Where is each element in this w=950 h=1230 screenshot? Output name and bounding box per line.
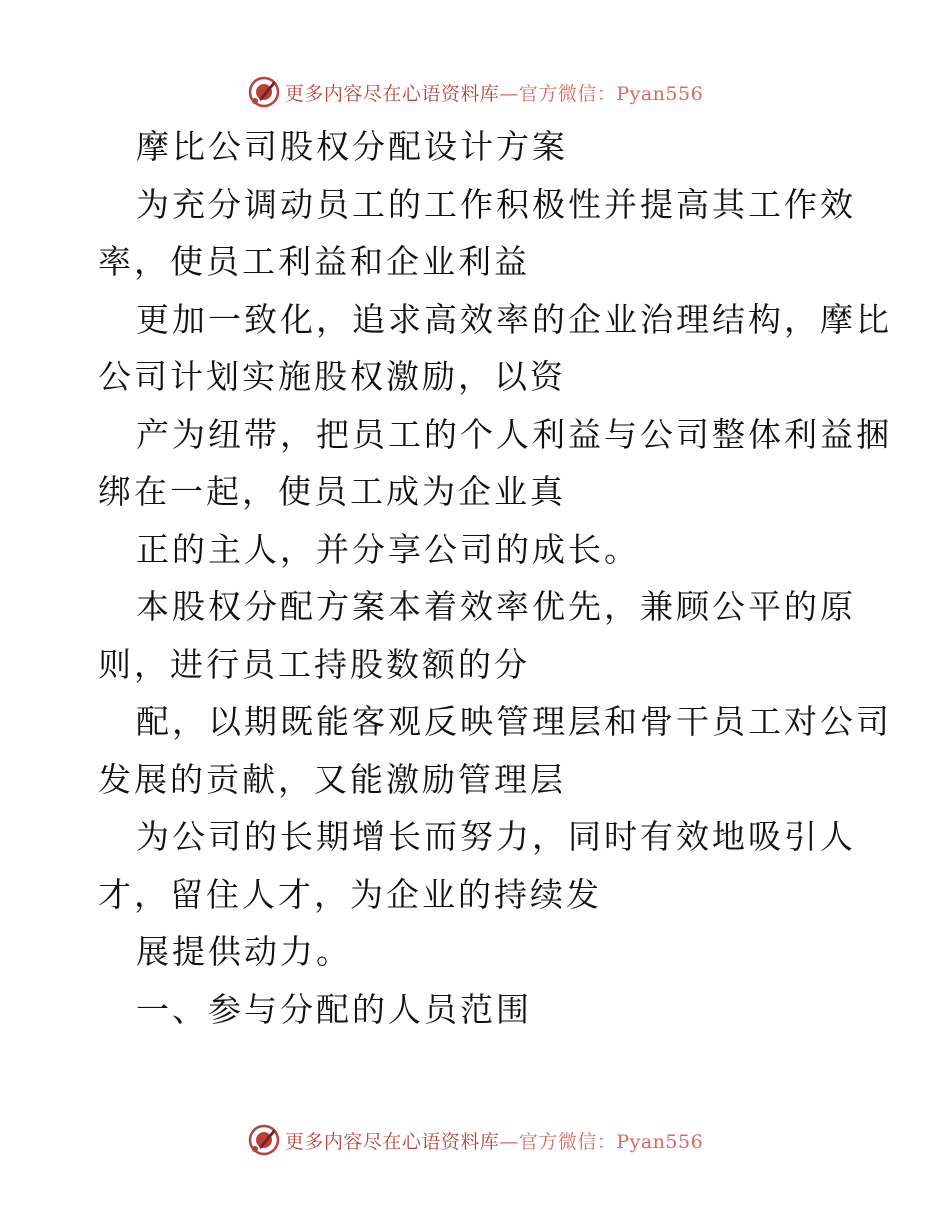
watermark-main: 更多内容尽在心语资料库 (284, 1130, 500, 1153)
text-line: 绑在一起，使员工成为企业真 (98, 472, 566, 511)
text-line: 率，使员工利益和企业利益 (98, 242, 530, 281)
text-line: 公司计划实施股权激励，以资 (98, 357, 566, 396)
text-line: 则，进行员工持股数额的分 (98, 644, 530, 684)
document-body (98, 118, 892, 1038)
text-line: 本股权分配方案本着效率优先，兼顾公平的原 (136, 587, 856, 626)
text-line: 配，以期既能客观反映管理层和骨干员工对公司 (136, 702, 892, 741)
watermark-main: 更多内容尽在心语资料库 (284, 82, 500, 105)
text-line: 产为纽带，把员工的个人利益与公司整体利益捆 (136, 414, 892, 454)
text-line: 才，留住人才，为企业的持续发 (98, 874, 602, 914)
text-line: 更加一致化，追求高效率的企业治理结构，摩比 (136, 299, 892, 339)
text-line: 正的主人，并分享公司的成长。 (136, 529, 640, 569)
watermark-tail: —官方微信：Pyan556 (499, 82, 704, 105)
watermark-tail: —官方微信：Pyan556 (499, 1130, 704, 1153)
header-watermark (0, 72, 950, 112)
text-line: 为公司的长期增长而努力，同时有效地吸引人 (136, 817, 856, 856)
watermark-text (285, 79, 703, 106)
pen-logo-icon (247, 1123, 281, 1157)
section-heading: 一、参与分配的人员范围 (136, 989, 532, 1029)
pen-logo-icon (247, 75, 281, 109)
text-line: 发展的贡献，又能激励管理层 (98, 759, 566, 799)
watermark-text (285, 1127, 703, 1154)
footer-watermark (0, 1120, 950, 1160)
document-title: 摩比公司股权分配设计方案 (136, 127, 568, 166)
text-line: 展提供动力。 (136, 932, 352, 971)
text-line: 为充分调动员工的工作积极性并提高其工作效 (136, 184, 856, 224)
